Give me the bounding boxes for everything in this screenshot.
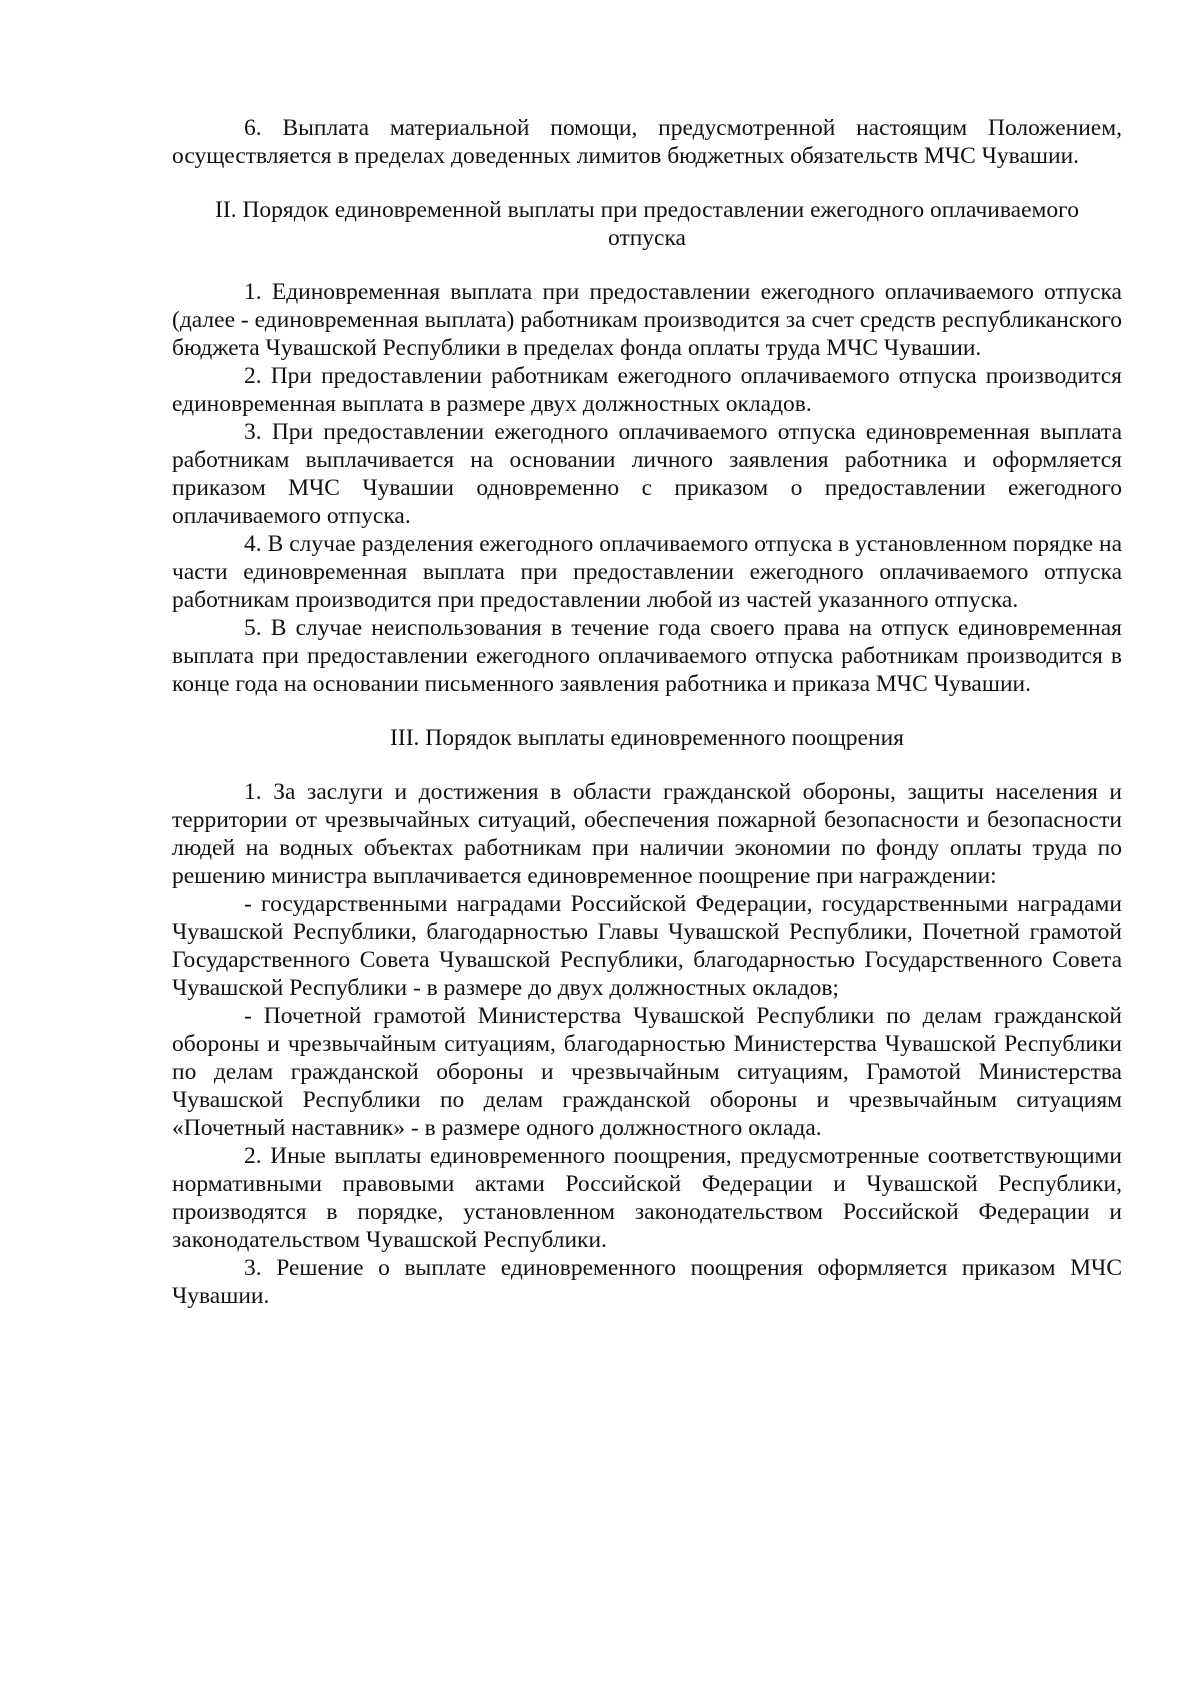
section-heading-3: III. Порядок выплаты единовременного поощрения xyxy=(390,725,904,751)
spacer xyxy=(172,752,1122,778)
paragraph-1-6: 6. Выплата материальной помощи, предусмотренной настоящим Положением, осуществляется в пределах доведенных лимитов бюджетных обязательств МЧС Чувашии. xyxy=(172,115,1122,169)
paragraph-2-1: 1. Единовременная выплата при предоставлении ежегодного оплачиваемого отпуска (далее - единовременная выплата) работникам производится за счет средств республиканского бюджета Чувашской Республики в пределах фонда оплаты труда МЧС Чувашии. xyxy=(172,279,1122,361)
section-heading-2: II. Порядок единовременной выплаты при предоставлении ежегодного оплачиваемого отпуска xyxy=(215,197,1079,251)
paragraph-3-2: 2. Иные выплаты единовременного поощрения, предусмотренные соответствующими нормативными правовыми актами Российской Федерации и Чувашской Республики, производятся в порядке, установленном законодательством Российской Федерации и законодательством Чувашской Республики. xyxy=(172,1143,1122,1253)
paragraph-3-1: 1. За заслуги и достижения в области гражданской обороны, защиты населения и территории от чрезвычайных ситуаций, обеспечения пожарной безопасности и безопасности людей на водных объектах работникам при наличии экономии по фонду оплаты труда по решению министра выплачивается единовременное поощрение при награждении: xyxy=(172,779,1122,889)
paragraph-2-4: 4. В случае разделения ежегодного оплачиваемого отпуска в установленном порядке на части единовременная выплата при предоставлении ежегодного оплачиваемого отпуска работникам производится при предоставлении любой из частей указанного отпуска. xyxy=(172,531,1122,613)
paragraph-3-1-item-2: - Почетной грамотой Министерства Чувашской Республики по делам гражданской обороны и чрезвычайным ситуациям, благодарностью Министерства Чувашской Республики по делам гражданской обороны и чрезвычайным ситуациям, Грамотой Министерства Чувашской Республики по делам гражданской обороны и чрезвычайным ситуациям «Почетный наставник» - в размере одного должностного оклада. xyxy=(172,1003,1122,1141)
spacer xyxy=(172,698,1122,724)
paragraph-2-5: 5. В случае неиспользования в течение года своего права на отпуск единовременная выплата при предоставлении ежегодного оплачиваемого отпуска работникам производится в конце года на основании письменного заявления работника и приказа МЧС Чувашии. xyxy=(172,615,1122,697)
spacer xyxy=(172,170,1122,196)
paragraph-2-3: 3. При предоставлении ежегодного оплачиваемого отпуска единовременная выплата работникам выплачивается на основании личного заявления работника и оформляется приказом МЧС Чувашии одновременно с приказом о предоставлении ежегодного оплачиваемого отпуска. xyxy=(172,419,1122,529)
paragraph-2-2: 2. При предоставлении работникам ежегодного оплачиваемого отпуска производится единовременная выплата в размере двух должностных окладов. xyxy=(172,363,1122,417)
document-page xyxy=(172,114,1122,1310)
paragraph-3-1-item-1: - государственными наградами Российской Федерации, государственными наградами Чувашской Республики, благодарностью Главы Чувашской Республики, Почетной грамотой Государственного Совета Чувашской Республики, благодарностью Государственного Совета Чувашской Республики - в размере до двух должностных окладов; xyxy=(172,891,1122,1001)
spacer xyxy=(172,252,1122,278)
paragraph-3-3: 3. Решение о выплате единовременного поощрения оформляется приказом МЧС Чувашии. xyxy=(172,1255,1122,1309)
